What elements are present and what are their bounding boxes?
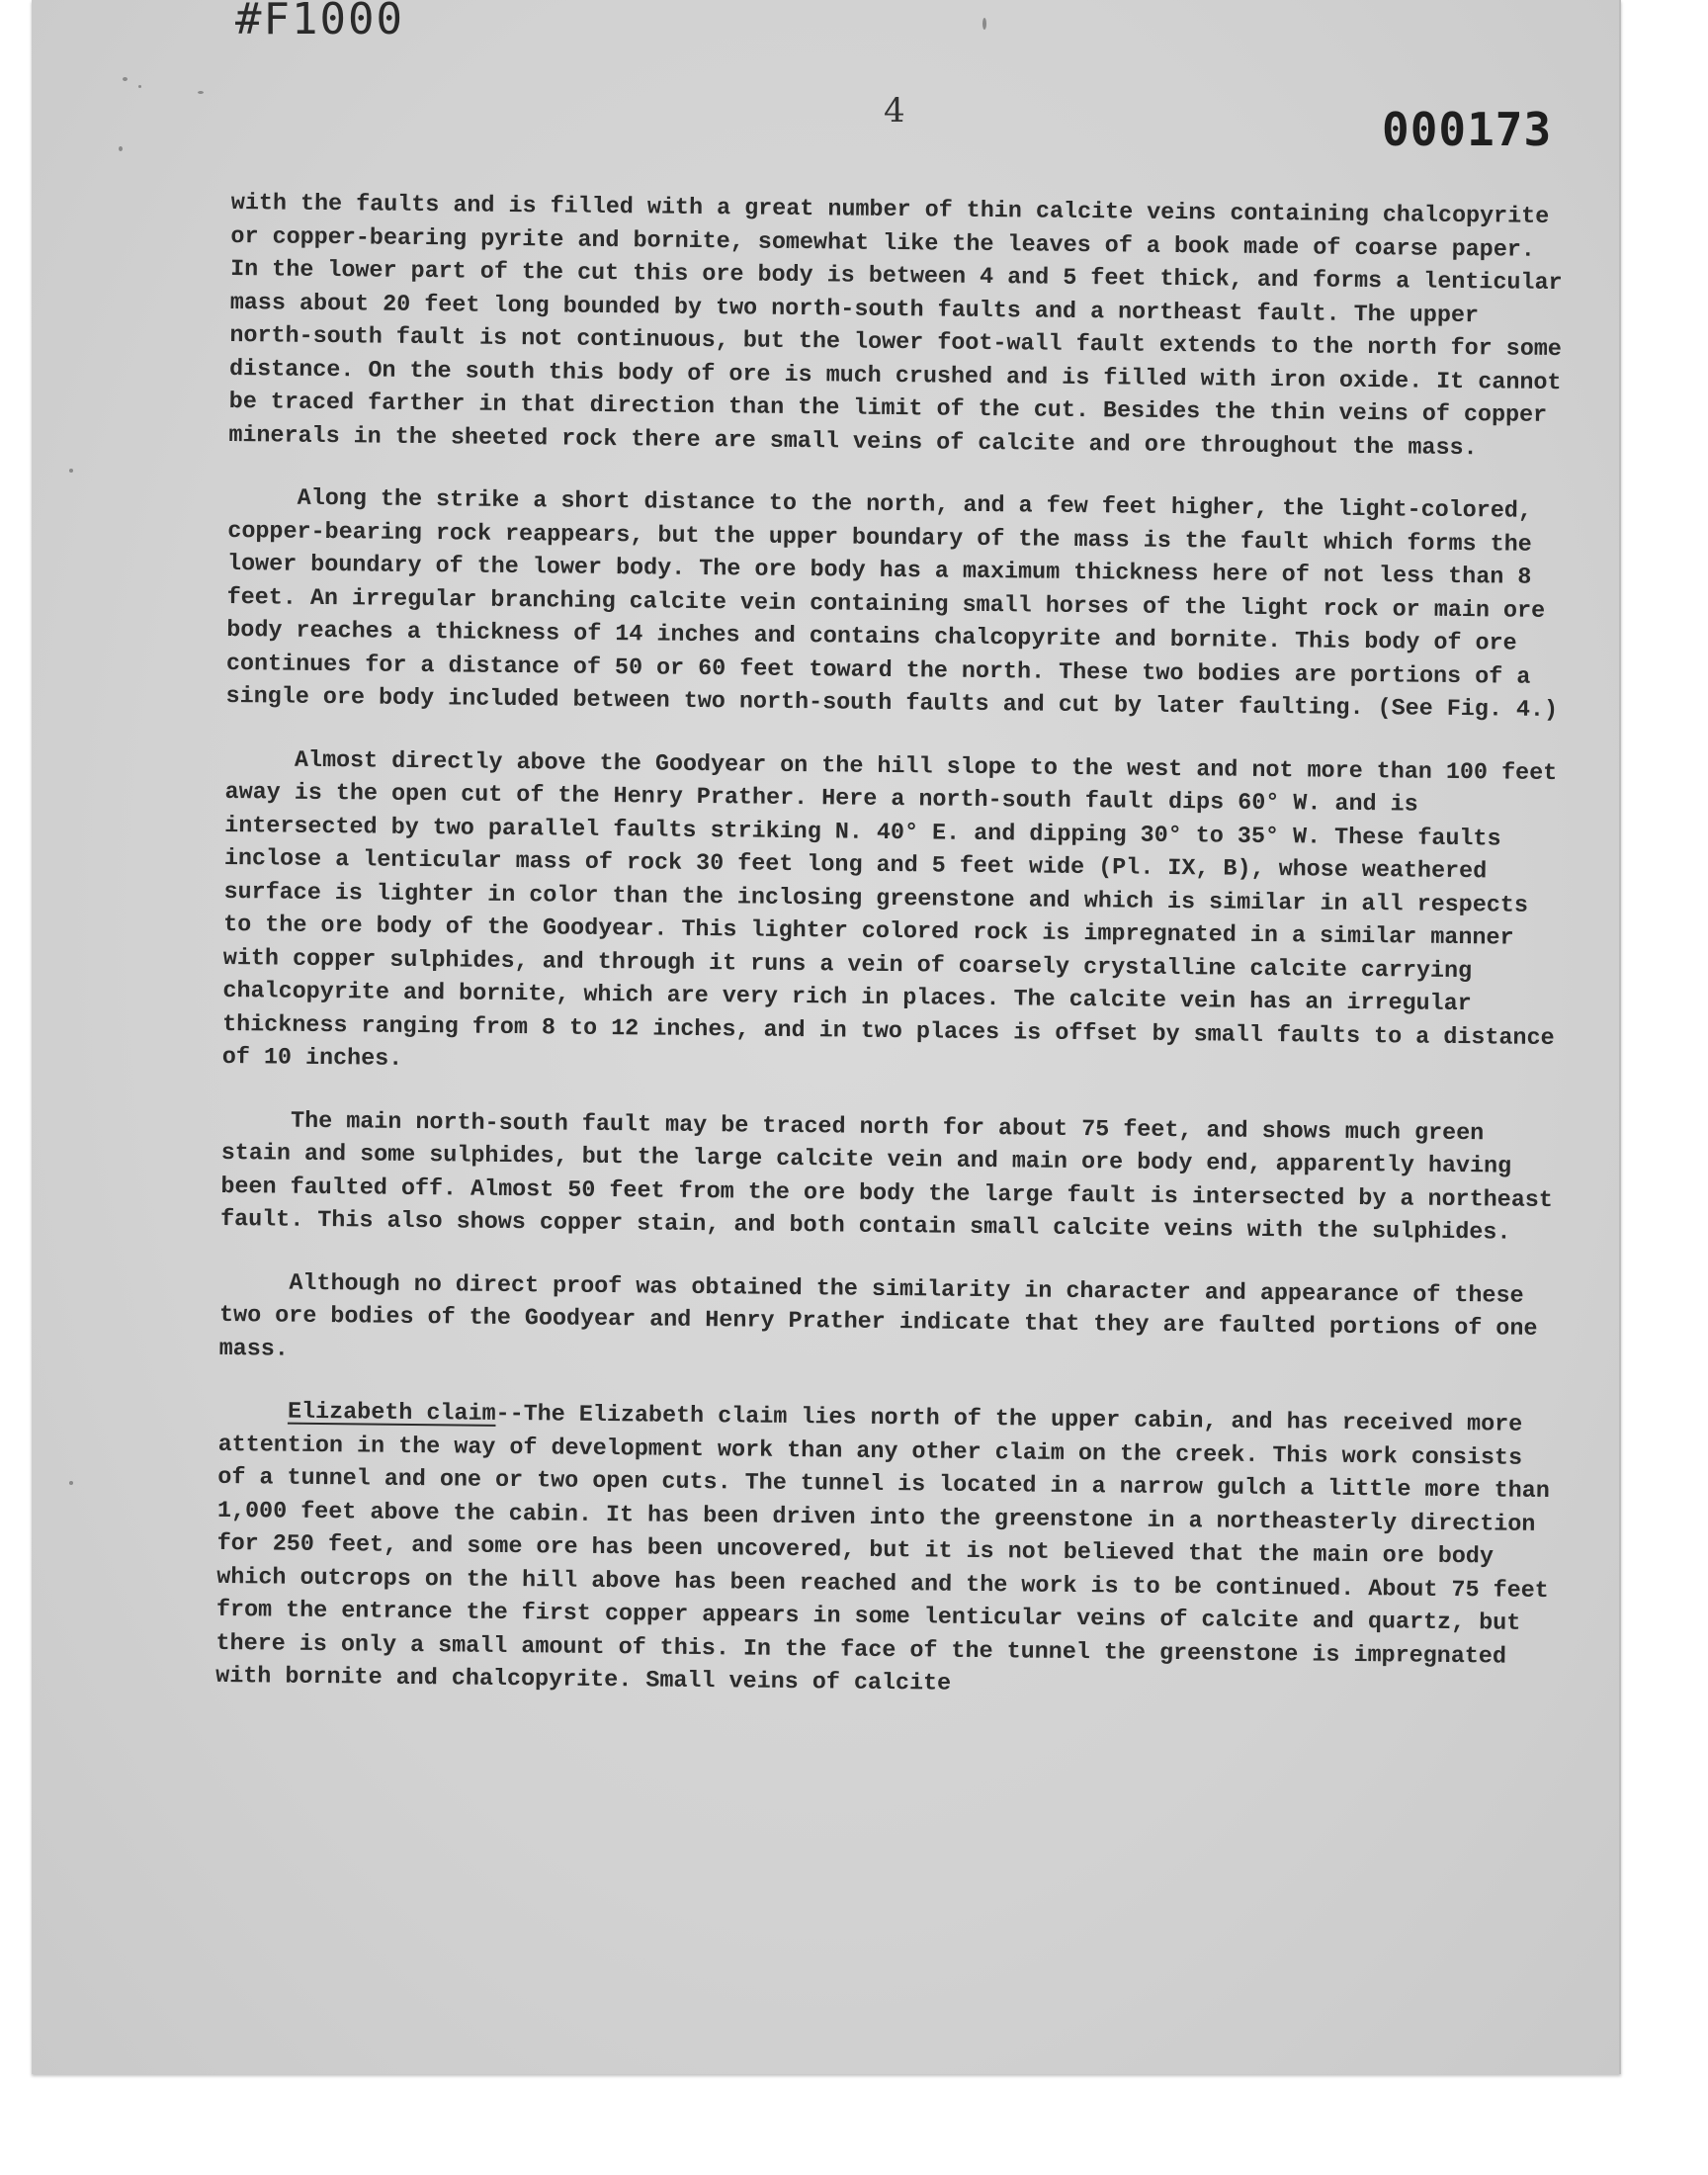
body-text [215, 188, 1577, 1738]
scan-speck [982, 18, 986, 30]
paragraph-1: with the faults and is filled with a great number of thin calcite veins containing chalcopyrite or copper-bearing pyrite and bornite, somewhat like the leaves of a book made of coarse paper. In the lower part of the cut this ore body is between 4 and 5 feet thick, and forms a lenticular mass about 20 feet long bounded by two north-south faults and a northeast fault. The upper north-south fault is not continuous, but the lower foot-wall fault extends to the north for some distance. On the south this body of ore is much crushed and is filled with iron oxide. It cannot be traced farther in that direction than the limit of the cut. Besides the thin veins of copper minerals in the sheeted rock there are small veins of calcite and ore throughout the mass. [228, 190, 1577, 462]
paragraph-6 [215, 1396, 1564, 1708]
scan-speck [123, 77, 128, 81]
paragraph-3: Almost directly above the Goodyear on the hill slope to the west and not more than 100 feet away is the open cut of the Henry Prather. Here a north-south fault dips 60° W. and is intersected by two parallel faults striking N. 40° E. and dipping 30° to 35° W. These faults inclose a lenticular mass of rock 30 feet long and 5 feet wide (Pl. IX, B), whose weathered surface is lighter in color than the inclosing greenstone and which is similar in all respects to the ore body of the Goodyear. This lighter colored rock is impregnated in a similar manner with copper sulphides, and through it runs a vein of coarsely crystalline calcite carrying chalcopyrite and bornite, which are very rich in places. The calcite vein has an irregular thickness ranging from 8 to 12 inches, and in two places is offset by small faults to a distance of 10 inches. [221, 747, 1572, 1073]
paragraph-2: Along the strike a short distance to the north, and a few feet higher, the light-colored, copper-bearing rock reappears, but the upper boundary of the mass is the fault which forms the lower boundary of the lower body. The ore body has a maximum thickness here of not less than 8 feet. An irregular branching calcite vein containing small horses of the light rock or main ore body reaches a thickness of 14 inches and contains chalcopyrite and bornite. This body of ore continues for a distance of 50 or 60 feet toward the north. These two bodies are portions of a single ore body included between two north-south faults and cut by later faulting. (See Fig. 4.) [225, 485, 1560, 725]
bates-number-stamp: 000173 [1382, 103, 1553, 156]
scan-speck [119, 146, 123, 151]
paragraph-4: The main north-south fault may be traced north for about 75 feet, and shows much green stain and some sulphides, but the large calcite vein and main ore body end, apparently having been faulted off. Almost 50 feet from the ore body the large fault is intersected by a northeast fault. This also shows copper stain, and both contain small calcite veins with the sulphides. [219, 1108, 1568, 1247]
scan-speck [198, 91, 204, 94]
paragraph-6-text: --The Elizabeth claim lies north of the upper cabin, and has received more attention in the way of development work than any other claim on the creek. This work consists of a tunnel and one or two open cuts. The tunnel is located in a narrow gulch a little more than 1,000 feet above the cabin. It has been driven into the greenstone in a northeasterly direction for 250 feet, and some ore has been uncovered, but it is not believed that the main ore body which outcrops on the hill above has been reached and the work is to be continued. About 75 feet from the entrance the first copper appears in some lenticular veins of calcite and quartz, but there is only a small amount of this. In the face of the tunnel the greenstone is impregnated with bornite and chalcopyrite. Small veins of calcite [215, 1401, 1564, 1697]
scan-speck [69, 469, 73, 473]
page-number: 4 [884, 91, 905, 130]
claim-heading: Elizabeth claim [287, 1399, 496, 1428]
paragraph-5: Although no direct proof was obtained the similarity in character and appearance of these two ore bodies of the Goodyear and Henry Prather indicate that they are faulted portions of one mass. [218, 1270, 1552, 1363]
document-page [32, 0, 1621, 2074]
scan-speck [138, 85, 141, 88]
scan-speck [69, 1481, 73, 1485]
document-id-stamp: #F1000 [235, 0, 404, 44]
